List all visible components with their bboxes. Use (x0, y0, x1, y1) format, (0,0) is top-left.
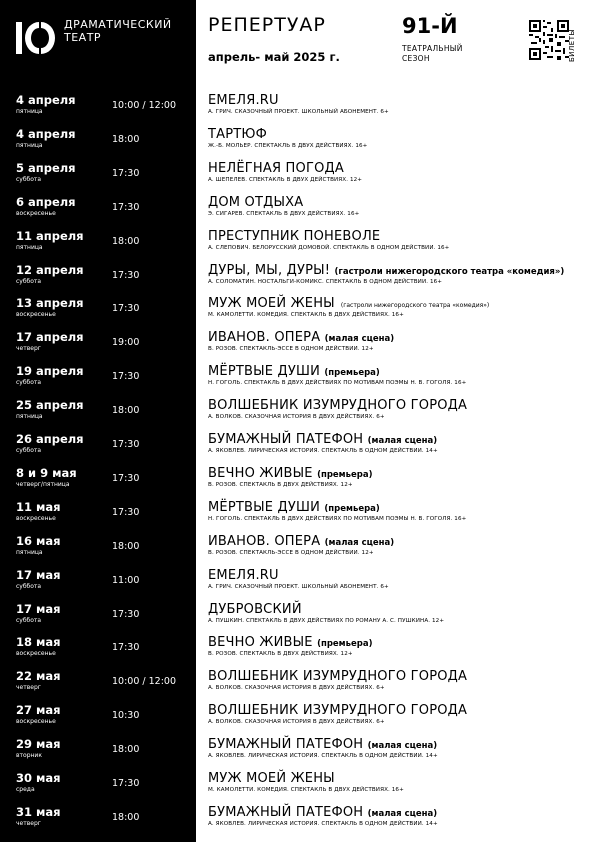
event-note: (премьера) (324, 503, 380, 514)
schedule-row (0, 534, 595, 568)
event-date: 11 апреля (16, 228, 84, 243)
event-date: 17 мая (16, 567, 61, 582)
event-title-text: ИВАНОВ. ОПЕРА (208, 533, 321, 549)
event-description: А. ЯКОВЛЕВ. ЛИРИЧЕСКАЯ ИСТОРИЯ. СПЕКТАКЛЬ В ОДНОМ ДЕЙСТВИИ. 14+ (208, 448, 438, 454)
event-weekday: четверг/пятница (16, 480, 70, 488)
event-title-text: БУМАЖНЫЙ ПАТЕФОН (208, 432, 364, 447)
event-description: А. ВОЛКОВ. СКАЗОЧНАЯ ИСТОРИЯ В ДВУХ ДЕЙСТВИЯХ. 6+ (208, 719, 385, 726)
event-description: М. КАМОЛЕТТИ. КОМЕДИЯ. СПЕКТАКЛЬ В ДВУХ ДЕЙСТВИЯХ. 16+ (208, 787, 404, 793)
event-time: 17:30 (112, 778, 140, 789)
schedule-row (0, 93, 595, 127)
schedule-row (0, 500, 595, 534)
event-weekday: четверг (16, 684, 41, 692)
event-time: 11:00 (112, 574, 140, 586)
event-note: (малая сцена) (324, 334, 395, 345)
season-label (402, 44, 463, 64)
schedule-row (0, 466, 595, 500)
event-weekday: вторник (16, 752, 42, 760)
qr-code-icon[interactable] (529, 20, 569, 60)
event-description: А. ЯКОВЛЕВ. ЛИРИЧЕСКАЯ ИСТОРИЯ. СПЕКТАКЛЬ В ОДНОМ ДЕЙСТВИИ. 14+ (208, 753, 438, 760)
event-title[interactable] (208, 229, 380, 244)
event-date: 18 мая (16, 635, 61, 650)
schedule-row (0, 805, 595, 839)
event-time: 10:00 / 12:00 (112, 100, 176, 111)
event-title[interactable] (208, 296, 489, 311)
event-date: 16 мая (16, 533, 61, 548)
schedule-row (0, 737, 595, 771)
event-description: Н. ГОГОЛЬ. СПЕКТАКЛЬ В ДВУХ ДЕЙСТВИЯХ ПО МОТИВАМ ПОЭМЫ Н. В. ГОГОЛЯ. 16+ (208, 380, 467, 387)
event-date: 29 мая (16, 737, 61, 752)
schedule-row (0, 229, 595, 263)
theatre-name-line1: ДРАМАТИЧЕСКИЙ (64, 18, 172, 31)
event-title[interactable] (208, 602, 302, 617)
event-date: 13 апреля (16, 296, 84, 311)
event-date: 25 апреля (16, 398, 84, 413)
schedule-row (0, 669, 595, 703)
event-date: 17 мая (16, 601, 61, 616)
event-title-text: ВЕЧНО ЖИВЫЕ (208, 465, 313, 481)
event-time: 17:30 (112, 371, 140, 383)
event-weekday: суббота (16, 616, 42, 624)
event-title[interactable] (208, 161, 344, 176)
event-date: 8 и 9 мая (16, 465, 77, 480)
event-time: 17:30 (112, 642, 140, 654)
event-description: Н. ГОГОЛЬ. СПЕКТАКЛЬ В ДВУХ ДЕЙСТВИЯХ ПО МОТИВАМ ПОЭМЫ Н. В. ГОГОЛЯ. 16+ (208, 515, 467, 522)
event-title-text: ВОЛШЕБНИК ИЗУМРУДНОГО ГОРОДА (208, 398, 468, 414)
event-weekday: пятница (16, 548, 43, 556)
event-weekday: суббота (16, 175, 42, 183)
event-title-text: БУМАЖНЫЙ ПАТЕФОН (208, 737, 364, 753)
event-title[interactable] (208, 127, 267, 142)
event-description: А. ЯКОВЛЕВ. ЛИРИЧЕСКАЯ ИСТОРИЯ. СПЕКТАКЛЬ В ОДНОМ ДЕЙСТВИИ. 14+ (208, 820, 438, 827)
schedule-row (0, 127, 595, 161)
event-weekday: среда (16, 786, 35, 793)
event-weekday: воскресенье (16, 514, 56, 522)
schedule-row (0, 771, 595, 805)
event-weekday: пятница (16, 108, 43, 115)
event-date: 31 мая (16, 804, 61, 819)
event-date: 26 апреля (16, 432, 84, 446)
event-weekday: четверг (16, 345, 41, 353)
season-label-line2: СЕЗОН (402, 54, 430, 63)
event-time: 18:00 (112, 133, 140, 145)
event-description: В. РОЗОВ. СПЕКТАКЛЬ-ЭССЕ В ОДНОМ ДЕЙСТВИИ. 12+ (208, 346, 374, 353)
event-time: 17:30 (112, 167, 140, 179)
event-description: М. КАМОЛЕТТИ. КОМЕДИЯ. СПЕКТАКЛЬ В ДВУХ ДЕЙСТВИЯХ. 16+ (208, 312, 404, 319)
event-title[interactable] (208, 364, 380, 379)
event-title[interactable] (208, 432, 437, 447)
event-description: Ж.-Б. МОЛЬЕР. СПЕКТАКЛЬ В ДВУХ ДЕЙСТВИЯХ. 16+ (208, 142, 368, 149)
season-label-line1: ТЕАТРАЛЬНЫЙ (402, 44, 463, 53)
event-title[interactable] (208, 771, 335, 786)
event-description: А. ГРИЧ. СКАЗОЧНЫЙ ПРОЕКТ. ШКОЛЬНЫЙ АБОНЕМЕНТ. 6+ (208, 583, 389, 590)
event-title-text: МЁРТВЫЕ ДУШИ (208, 499, 321, 515)
repertoire-period: апрель- май 2025 г. (208, 50, 340, 64)
event-title[interactable] (208, 466, 372, 481)
schedule-row (0, 195, 595, 229)
event-time: 18:00 (112, 540, 140, 552)
event-time: 18:00 (112, 744, 140, 756)
event-weekday: воскресенье (16, 718, 56, 726)
event-time: 17:30 (112, 201, 140, 213)
event-weekday: суббота (16, 582, 42, 590)
event-title[interactable] (208, 534, 394, 549)
event-title-text: ИВАНОВ. ОПЕРА (208, 330, 321, 346)
event-weekday: четверг (16, 819, 41, 827)
event-date: 19 апреля (16, 364, 84, 379)
event-time: 10:00 / 12:00 (112, 676, 176, 688)
event-title[interactable] (208, 195, 303, 210)
event-note: (премьера) (324, 368, 380, 379)
event-date: 27 мая (16, 703, 61, 718)
event-title-text: ПРЕСТУПНИК ПОНЕВОЛЕ (208, 228, 381, 244)
schedule-row (0, 635, 595, 669)
event-note: (малая сцена) (324, 537, 395, 548)
event-title-text: МУЖ МОЕЙ ЖЕНЫ (208, 296, 335, 312)
event-description: А. ПУШКИН. СПЕКТАКЛЬ В ДВУХ ДЕЙСТВИЯХ ПО РОМАНУ А. С. ПУШКИНА. 12+ (208, 617, 445, 624)
event-title[interactable] (208, 737, 437, 752)
schedule-row (0, 364, 595, 398)
event-time: 18:00 (112, 235, 140, 247)
schedule-row (0, 330, 595, 364)
repertoire-title: РЕПЕРТУАР (208, 14, 326, 36)
event-description: А. ВОЛКОВ. СКАЗОЧНАЯ ИСТОРИЯ В ДВУХ ДЕЙСТВИЯХ. 6+ (208, 414, 385, 421)
schedule-row (0, 703, 595, 737)
event-note: (малая сцена) (367, 741, 438, 752)
event-title[interactable] (208, 568, 279, 583)
season-number: 91-Й (402, 14, 458, 38)
event-description: В. РОЗОВ. СПЕКТАКЛЬ-ЭССЕ В ОДНОМ ДЕЙСТВИИ. 12+ (208, 549, 374, 556)
theatre-logo-icon (15, 20, 55, 56)
event-description: В. РОЗОВ. СПЕКТАКЛЬ В ДВУХ ДЕЙСТВИЯХ. 12+ (208, 651, 353, 658)
event-weekday: воскресенье (16, 311, 56, 319)
event-weekday: воскресенье (16, 209, 56, 217)
schedule-row (0, 568, 595, 602)
event-note: (премьера) (317, 469, 373, 480)
event-title-text: ДУБРОВСКИЙ (208, 601, 302, 617)
event-description: А. ГРИЧ. СКАЗОЧНЫЙ ПРОЕКТ. ШКОЛЬНЫЙ АБОНЕМЕНТ. 6+ (208, 109, 389, 115)
event-date: 5 апреля (16, 160, 76, 175)
event-weekday: суббота (16, 277, 42, 285)
event-weekday: суббота (16, 447, 42, 454)
event-time: 10:30 (112, 710, 140, 722)
event-title[interactable] (208, 703, 467, 718)
event-note: (малая сцена) (367, 808, 438, 819)
event-date: 4 апреля (16, 126, 76, 141)
event-date: 4 апреля (16, 93, 76, 107)
schedule-row (0, 263, 595, 297)
event-title-text: ДОМ ОТДЫХА (208, 194, 304, 210)
event-time: 17:30 (112, 472, 140, 484)
event-title[interactable] (208, 263, 564, 278)
event-title[interactable] (208, 330, 394, 345)
event-title-text: ЕМЕЛЯ.RU (208, 93, 279, 108)
schedule-row (0, 296, 595, 330)
event-date: 11 мая (16, 499, 61, 514)
event-title[interactable] (208, 93, 279, 108)
event-weekday: пятница (16, 243, 43, 251)
theatre-name-line2: ТЕАТР (64, 31, 102, 44)
schedule-row (0, 161, 595, 195)
event-note: (премьера) (317, 639, 373, 650)
event-title[interactable] (208, 805, 437, 820)
event-title[interactable] (208, 398, 467, 413)
event-date: 6 апреля (16, 194, 76, 209)
event-note: (малая сцена) (367, 436, 438, 446)
theatre-name (64, 18, 172, 44)
event-description: А. СОЛОМАТИН. НОСТАЛЬГИ-КОМИКС. СПЕКТАКЛЬ В ОДНОМ ДЕЙСТВИИ. 16+ (208, 278, 443, 285)
event-title-text: ВОЛШЕБНИК ИЗУМРУДНОГО ГОРОДА (208, 669, 468, 685)
event-note-small: (гастроли нижегородского театра «комедия») (340, 302, 490, 310)
event-date: 22 мая (16, 669, 61, 684)
event-description: А. ВОЛКОВ. СКАЗОЧНАЯ ИСТОРИЯ В ДВУХ ДЕЙСТВИЯХ. 6+ (208, 685, 385, 692)
event-time: 17:30 (112, 269, 140, 281)
event-title-text: МУЖ МОЕЙ ЖЕНЫ (208, 771, 335, 786)
event-date: 17 апреля (16, 330, 84, 345)
event-title-text: ЕМЕЛЯ.RU (208, 567, 279, 583)
tickets-label: БИЛЕТЫ (568, 28, 576, 62)
event-description: Э. СИГАРЕВ. СПЕКТАКЛЬ В ДВУХ ДЕЙСТВИЯХ. 16+ (208, 210, 360, 217)
event-title-text: ТАРТЮФ (208, 126, 268, 142)
event-title-text: ВЕЧНО ЖИВЫЕ (208, 635, 313, 651)
schedule-row (0, 398, 595, 432)
event-title-text: МЁРТВЫЕ ДУШИ (208, 364, 321, 380)
event-description: А. СЛЕПОВИЧ. БЕЛОРУССКИЙ ДОМОВОЙ. СПЕКТАКЛЬ В ОДНОМ ДЕЙСТВИИ. 16+ (208, 244, 450, 251)
event-title[interactable] (208, 635, 372, 650)
event-time: 17:30 (112, 506, 140, 518)
event-time: 17:30 (112, 439, 140, 450)
event-weekday: воскресенье (16, 650, 56, 658)
event-title[interactable] (208, 500, 380, 515)
event-date: 12 апреля (16, 262, 84, 277)
event-title-text: ВОЛШЕБНИК ИЗУМРУДНОГО ГОРОДА (208, 703, 468, 719)
event-time: 18:00 (112, 405, 140, 417)
event-time: 18:00 (112, 811, 140, 823)
event-time: 17:30 (112, 303, 140, 315)
event-note: (гастроли нижегородского театра «комедия») (334, 266, 565, 277)
schedule-row (0, 432, 595, 466)
event-description: В. РОЗОВ. СПЕКТАКЛЬ В ДВУХ ДЕЙСТВИЯХ. 12+ (208, 481, 353, 488)
schedule-row (0, 602, 595, 636)
event-title-text: ДУРЫ, МЫ, ДУРЫ! (208, 262, 331, 278)
event-description: А. ШЕПЕЛЕВ. СПЕКТАКЛЬ В ДВУХ ДЕЙСТВИЯХ. 12+ (208, 176, 363, 183)
event-date: 30 мая (16, 771, 61, 785)
event-title-text: БУМАЖНЫЙ ПАТЕФОН (208, 804, 364, 820)
event-title[interactable] (208, 669, 467, 684)
event-time: 19:00 (112, 337, 140, 349)
event-time: 17:30 (112, 608, 140, 620)
event-weekday: пятница (16, 413, 43, 421)
event-weekday: пятница (16, 141, 43, 149)
event-title-text: НЕЛЁГНАЯ ПОГОДА (208, 160, 344, 176)
event-weekday: суббота (16, 379, 42, 387)
